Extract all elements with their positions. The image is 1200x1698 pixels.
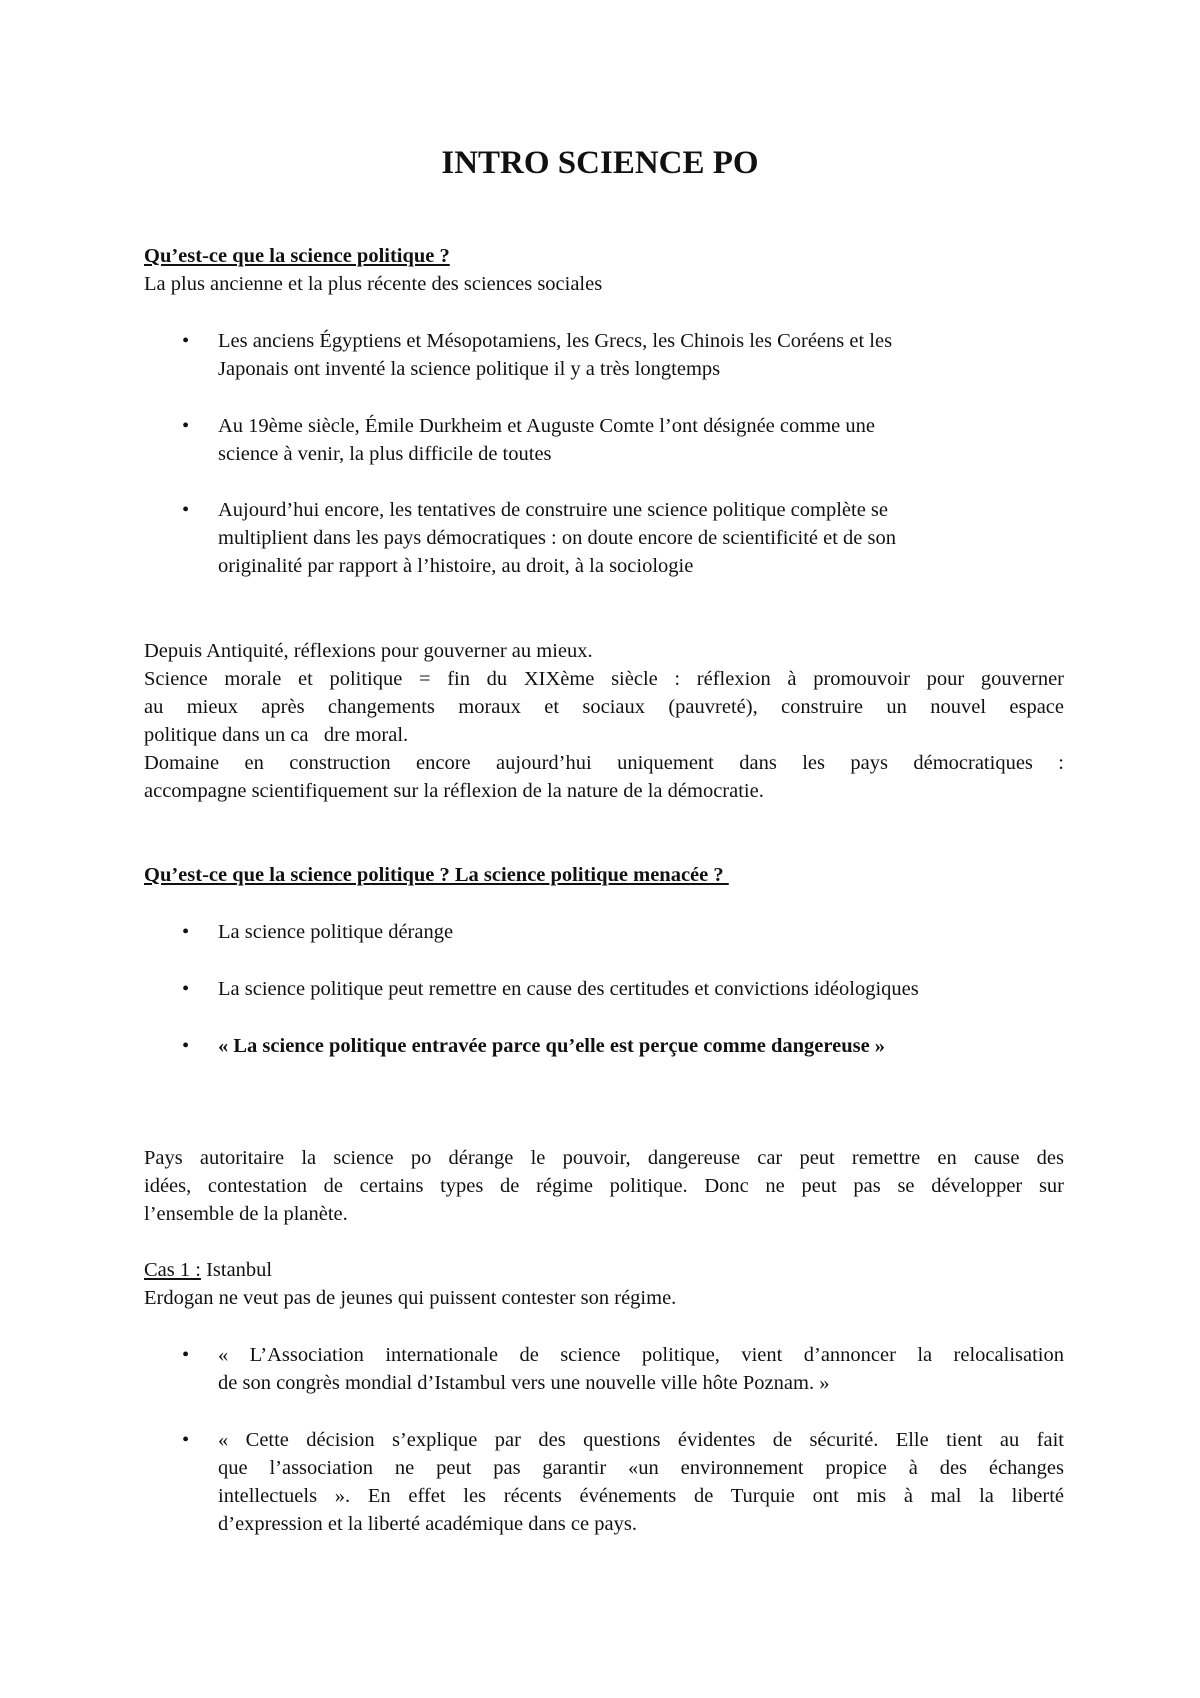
text-line: Science morale et politique = fin du XIXème siècle : réflexion à promouvoir pour gouverner <box>144 668 1064 690</box>
list-item <box>144 327 1064 383</box>
text-line: Aujourd’hui encore, les tentatives de construire une science politique complète se <box>218 499 889 521</box>
text-line: accompagne scientifiquement sur la réflexion de la nature de la démocratie. <box>144 780 764 802</box>
text-line: au mieux après changements moraux et sociaux (pauvreté), construire un nouvel espace <box>144 696 1064 718</box>
list-item <box>144 1341 1064 1397</box>
section1-subtitle: La plus ancienne et la plus récente des sciences sociales <box>144 273 603 295</box>
text-line: science à venir, la plus difficile de toutes <box>218 443 552 465</box>
bullet-icon: • <box>182 921 190 943</box>
bullet-icon: • <box>182 330 190 352</box>
paragraph-2 <box>144 1144 1064 1228</box>
text-line: « La science politique entravée parce qu’elle est perçue comme dangereuse » <box>218 1035 886 1057</box>
case1-text: Erdogan ne veut pas de jeunes qui puissent contester son régime. <box>144 1287 677 1309</box>
list-item <box>144 918 1064 946</box>
bullet-icon: • <box>182 978 190 1000</box>
list-item <box>144 496 1064 580</box>
list-item <box>144 1032 1064 1060</box>
bullet-icon: • <box>182 415 190 437</box>
list-item <box>144 1426 1064 1538</box>
text-line: Japonais ont inventé la science politique il y a très longtemps <box>218 358 721 380</box>
text-line: intellectuels ». En effet les récents événements de Turquie ont mis à mal la liberté <box>218 1485 1064 1507</box>
text-line: multiplient dans les pays démocratiques : on doute encore de scientificité et de son <box>218 527 897 549</box>
paragraph-1 <box>144 637 1064 805</box>
bullet-icon: • <box>182 1429 190 1451</box>
text-line: Domaine en construction encore aujourd’hui uniquement dans les pays démocratiques : <box>144 752 1064 774</box>
text-line: politique dans un ca dre moral. <box>144 724 409 746</box>
section2-heading: Qu’est-ce que la science politique ? La science politique menacée ? <box>144 864 729 886</box>
text-line: Depuis Antiquité, réflexions pour gouverner au mieux. <box>144 640 593 662</box>
text-line: idées, contestation de certains types de régime politique. Donc ne peut pas se développer sur <box>144 1175 1064 1197</box>
text-line: La science politique dérange <box>218 921 454 943</box>
case1-heading <box>144 1256 1064 1284</box>
text-line: Au 19ème siècle, Émile Durkheim et Auguste Comte l’ont désignée comme une <box>218 415 875 437</box>
text-line: originalité par rapport à l’histoire, au droit, à la sociologie <box>218 555 694 577</box>
list-item <box>144 412 1064 468</box>
case1-place: Istanbul <box>200 1259 273 1281</box>
section1-heading: Qu’est-ce que la science politique ? <box>144 245 450 267</box>
text-line: Les anciens Égyptiens et Mésopotamiens, les Grecs, les Chinois les Coréens et les <box>218 330 893 352</box>
text-line: « Cette décision s’explique par des questions évidentes de sécurité. Elle tient au fait <box>218 1429 1064 1451</box>
text-line: d’expression et la liberté académique dans ce pays. <box>218 1513 637 1535</box>
bullet-icon: • <box>182 1344 190 1366</box>
bullet-icon: • <box>182 499 190 521</box>
document-title: INTRO SCIENCE PO <box>441 145 759 181</box>
bullet-icon: • <box>182 1035 190 1057</box>
text-line: l’ensemble de la planète. <box>144 1203 348 1225</box>
text-line: Pays autoritaire la science po dérange le pouvoir, dangereuse car peut remettre en cause des <box>144 1147 1064 1169</box>
case1-label: Cas 1 : <box>144 1259 201 1281</box>
text-line: que l’association ne peut pas garantir «un environnement propice à des échanges <box>218 1457 1064 1479</box>
text-line: « L’Association internationale de science politique, vient d’annoncer la relocalisation <box>218 1344 1064 1366</box>
list-item <box>144 975 1064 1003</box>
text-line: de son congrès mondial d’Istambul vers une nouvelle ville hôte Poznam. » <box>218 1372 830 1394</box>
text-line: La science politique peut remettre en cause des certitudes et convictions idéologiques <box>218 978 919 1000</box>
